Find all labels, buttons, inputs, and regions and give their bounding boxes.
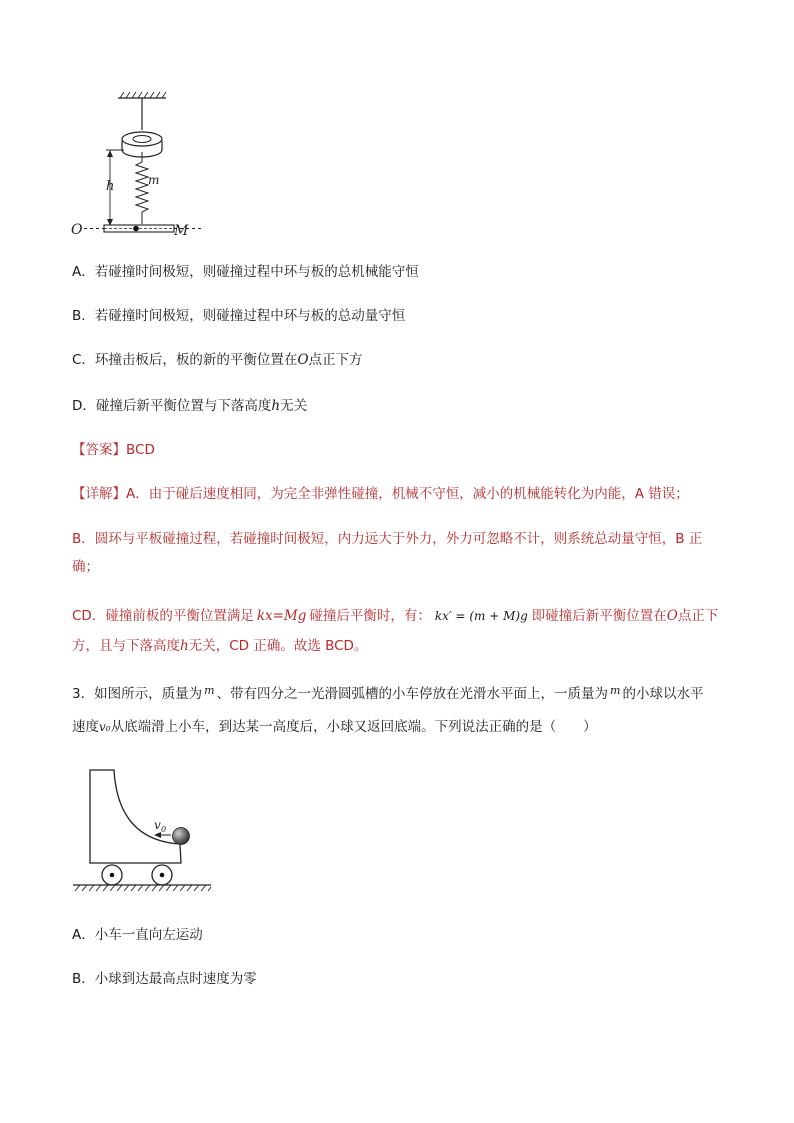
explanation-line-5-post: 无关，CD 正确。故选 BCD。 [188, 638, 368, 654]
spring-ring-plate-figure [66, 90, 216, 242]
q3-line2-pre: 速度 [72, 719, 99, 735]
explanation-line-1 [72, 484, 689, 504]
q2-option-c-var: O [297, 352, 309, 368]
q3-line1-pre: 3．如图所示，质量为 [72, 686, 203, 702]
answer-line [72, 440, 155, 460]
explanation-line-2: B．圆环与平板碰撞过程，若碰撞时间极短，内力远大于外力，外力可忽略不计，则系统总动量守恒，B 正 [72, 531, 703, 547]
explanation-line-4-pre: CD．碰撞前板的平衡位置满足 [72, 608, 254, 624]
q3-line2-post: 从底端滑上小车，到达某一高度后，小球又返回底端。下列说法正确的是（ ） [110, 719, 597, 735]
formula-kx-mg: kx=Mg [256, 608, 307, 624]
answer-value: BCD [126, 442, 155, 458]
q2-option-d-pre: D．碰撞后新平衡位置与下落高度 [72, 398, 272, 414]
label-m: m [148, 173, 160, 187]
q2-option-c-post: 点正下方 [308, 352, 363, 368]
label-O: O [71, 222, 83, 238]
q2-option-b: B．若碰撞时间极短，则碰撞过程中环与板的总动量守恒 [72, 308, 406, 324]
q3-line2-var: v₀ [99, 720, 111, 734]
formula-new-equilibrium: kx′ = (m + M)g [434, 609, 528, 623]
explanation-line-4-var: O [666, 608, 678, 624]
answer-label: 【答案】 [72, 442, 126, 458]
q3-stem-line-1 [72, 681, 703, 704]
q2-option-d [72, 396, 307, 416]
q3-option-b: B．小球到达最高点时速度为零 [72, 971, 257, 987]
label-h: h [106, 179, 115, 194]
q3-line1-post: 的小球以水平 [622, 686, 704, 702]
explanation-text-1: A．由于碰后速度相同，为完全非弹性碰撞，机械不守恒，减小的机械能转化为内能，A 错误； [126, 486, 689, 502]
explanation-line-4-mid: 碰撞后平衡时，有： [309, 608, 431, 624]
q3-line1-var1: m [204, 684, 215, 697]
label-M: M [174, 223, 189, 239]
explanation-label: 【详解】 [72, 486, 126, 502]
q3-option-a: A．小车一直向左运动 [72, 927, 203, 943]
q2-option-a: A．若碰撞时间极短，则碰撞过程中环与板的总机械能守恒 [72, 264, 419, 280]
q2-option-c [72, 350, 363, 370]
q2-option-d-var: h [271, 398, 281, 414]
explanation-line-4-post1: 即碰撞后新平衡位置在 [531, 608, 667, 624]
q3-line1-var2: m [610, 684, 621, 697]
explanation-line-5-pre: 方，且与下落高度 [72, 638, 180, 654]
q3-stem-line-2 [72, 717, 597, 737]
explanation-line-3: 确； [72, 559, 99, 575]
label-v-subscript: 0 [161, 825, 167, 834]
cart-ball-figure [70, 765, 215, 893]
explanation-line-4-post2: 点正下 [677, 608, 719, 624]
q2-option-d-post: 无关 [280, 398, 308, 414]
explanation-line-5 [72, 636, 367, 656]
explanation-line-4 [72, 606, 718, 626]
label-v: v [154, 818, 161, 832]
q2-option-c-pre: C．环撞击板后，板的新的平衡位置在 [72, 352, 298, 368]
q3-line1-mid: 、带有四分之一光滑圆弧槽的小车停放在光滑水平面上，一质量为 [216, 686, 609, 702]
explanation-line-5-var: h [180, 638, 189, 654]
